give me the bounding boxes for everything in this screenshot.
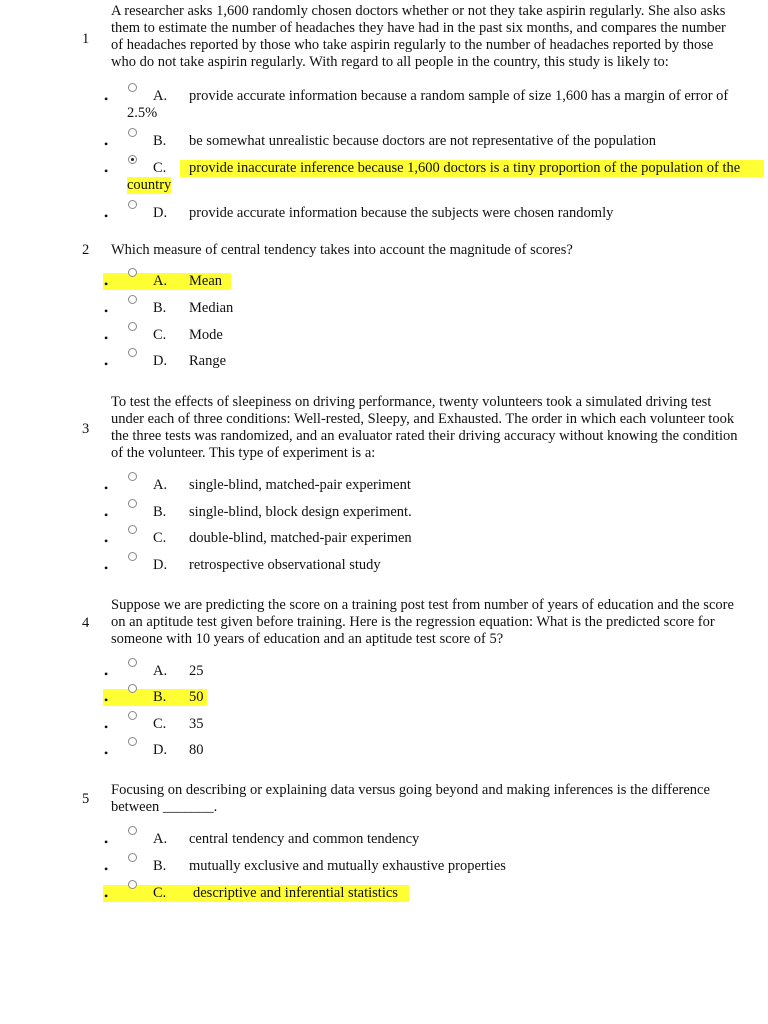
option-b[interactable] [0, 855, 768, 881]
question-number: 4 [82, 615, 90, 631]
stem-line: To test the effects of sleepiness on driving performance, twenty volunteers took a simulated driving test [111, 394, 712, 410]
option-a[interactable] [0, 660, 768, 686]
stem-line: under each of three conditions: Well-rested, Sleepy, and Exhausted. The order in which each volunteer took [111, 411, 735, 427]
option-text: single-blind, block design experiment. [189, 504, 412, 520]
stem-line: the three tests was randomized, and an evaluator rated their driving accuracy without knowing the condition [111, 428, 738, 444]
question-number: 5 [82, 791, 90, 807]
option-text: Median [189, 300, 234, 316]
option-letter: D. [153, 742, 168, 758]
bullet-icon: • [104, 835, 109, 849]
option-letter: C. [153, 885, 167, 901]
radio-button[interactable] [128, 711, 137, 720]
option-letter: C. [153, 530, 167, 546]
option-text: Mode [189, 327, 223, 343]
option-letter: B. [153, 133, 167, 149]
option-letter: D. [153, 353, 168, 369]
radio-button[interactable] [128, 268, 137, 277]
option-text: 50 [189, 689, 204, 705]
radio-button-selected[interactable] [128, 155, 137, 164]
bullet-icon: • [104, 209, 109, 223]
option-c[interactable] [0, 157, 768, 193]
option-text: central tendency and common tendency [189, 831, 420, 847]
stem-line: Suppose we are predicting the score on a training post test from number of years of education and the score [111, 597, 734, 613]
stem-line: on an aptitude test given before training. Here is the regression equation: What is the predicted score for [111, 614, 715, 630]
bullet-icon: • [104, 508, 109, 522]
option-text: provide inaccurate inference because 1,600 doctors is a tiny proportion of the population of the [189, 160, 741, 176]
bullet-icon: • [104, 889, 109, 903]
option-a[interactable] [0, 270, 768, 296]
bullet-icon: • [104, 137, 109, 151]
option-letter: A. [153, 663, 168, 679]
radio-button[interactable] [128, 880, 137, 889]
stem-line: between _______. [111, 799, 218, 815]
option-text: mutually exclusive and mutually exhaustive properties [189, 858, 506, 874]
option-d[interactable] [0, 554, 768, 580]
bullet-icon: • [104, 277, 109, 291]
stem-line: Focusing on describing or explaining data versus going beyond and making inferences is the difference [111, 782, 710, 798]
radio-button[interactable] [128, 295, 137, 304]
option-letter: A. [153, 831, 168, 847]
option-text: single-blind, matched-pair experiment [189, 477, 411, 493]
option-c[interactable] [0, 882, 768, 908]
option-text: descriptive and inferential statistics [193, 885, 398, 901]
bullet-icon: • [104, 164, 109, 178]
stem-line: of the volunteer. This type of experiment is a: [111, 445, 376, 461]
option-b[interactable] [0, 297, 768, 323]
option-text-continuation: 2.5% [127, 105, 158, 121]
bullet-icon: • [104, 357, 109, 371]
stem-line: someone with 10 years of education and an aptitude test score of 5? [111, 631, 504, 647]
question-stem [111, 597, 763, 648]
option-b[interactable] [0, 501, 768, 527]
option-text: 80 [189, 742, 204, 758]
option-letter: A. [153, 273, 168, 289]
option-letter: A. [153, 477, 168, 493]
option-letter: B. [153, 689, 167, 705]
bullet-icon: • [104, 304, 109, 318]
option-letter: C. [153, 160, 167, 176]
radio-button[interactable] [128, 684, 137, 693]
radio-button[interactable] [128, 499, 137, 508]
question-stem [111, 3, 763, 71]
option-d[interactable] [0, 350, 768, 376]
option-a[interactable] [0, 85, 768, 121]
option-a[interactable] [0, 474, 768, 500]
option-letter: D. [153, 205, 168, 221]
stem-line: who do not take aspirin regularly. With regard to all people in the country, this study is likely to: [111, 54, 669, 70]
option-b[interactable] [0, 686, 768, 712]
option-text: provide accurate information because the subjects were chosen randomly [189, 205, 614, 221]
option-c[interactable] [0, 713, 768, 739]
question-number: 1 [82, 31, 90, 47]
radio-button[interactable] [128, 525, 137, 534]
radio-button[interactable] [128, 658, 137, 667]
bullet-icon: • [104, 331, 109, 345]
option-text: be somewhat unrealistic because doctors are not representative of the population [189, 133, 657, 149]
option-text: provide accurate information because a random sample of size 1,600 has a margin of error of [189, 88, 729, 104]
bullet-icon: • [104, 720, 109, 734]
radio-button[interactable] [128, 737, 137, 746]
option-d[interactable] [0, 202, 768, 228]
stem-line: A researcher asks 1,600 randomly chosen doctors whether or not they take aspirin regularly. She also asks [111, 3, 726, 19]
stem-line: Which measure of central tendency takes into account the magnitude of scores? [111, 242, 573, 258]
option-d[interactable] [0, 739, 768, 765]
question-number: 3 [82, 421, 90, 437]
question-stem [111, 782, 763, 816]
option-b[interactable] [0, 130, 768, 156]
option-c[interactable] [0, 527, 768, 553]
radio-button[interactable] [128, 552, 137, 561]
option-text: double-blind, matched-pair experimen [189, 530, 412, 546]
option-letter: C. [153, 716, 167, 732]
question-stem [111, 394, 763, 462]
option-text: Range [189, 353, 227, 369]
radio-button[interactable] [128, 322, 137, 331]
radio-button[interactable] [128, 826, 137, 835]
bullet-icon: • [104, 862, 109, 876]
bullet-icon: • [104, 92, 109, 106]
radio-button[interactable] [128, 853, 137, 862]
question-stem [111, 242, 763, 259]
stem-line: of headaches reported by those who take aspirin regularly to the number of headaches reported by those [111, 37, 714, 53]
stem-line: them to estimate the number of headaches they have had in the past six months, and compares the number [111, 20, 726, 36]
option-c[interactable] [0, 324, 768, 350]
radio-button[interactable] [128, 348, 137, 357]
option-text: retrospective observational study [189, 557, 381, 573]
bullet-icon: • [104, 534, 109, 548]
option-a[interactable] [0, 828, 768, 854]
radio-button[interactable] [128, 83, 137, 92]
bullet-icon: • [104, 746, 109, 760]
radio-button[interactable] [128, 472, 137, 481]
bullet-icon: • [104, 693, 109, 707]
bullet-icon: • [104, 667, 109, 681]
bullet-icon: • [104, 561, 109, 575]
option-letter: C. [153, 327, 167, 343]
option-text: Mean [189, 273, 223, 289]
option-letter: D. [153, 557, 168, 573]
option-letter: B. [153, 504, 167, 520]
option-text: 25 [189, 663, 204, 679]
option-letter: B. [153, 300, 167, 316]
option-text: 35 [189, 716, 204, 732]
option-text-continuation: country [127, 177, 172, 193]
option-letter: B. [153, 858, 167, 874]
radio-button[interactable] [128, 128, 137, 137]
bullet-icon: • [104, 481, 109, 495]
question-number: 2 [82, 242, 90, 258]
option-letter: A. [153, 88, 168, 104]
radio-button[interactable] [128, 200, 137, 209]
